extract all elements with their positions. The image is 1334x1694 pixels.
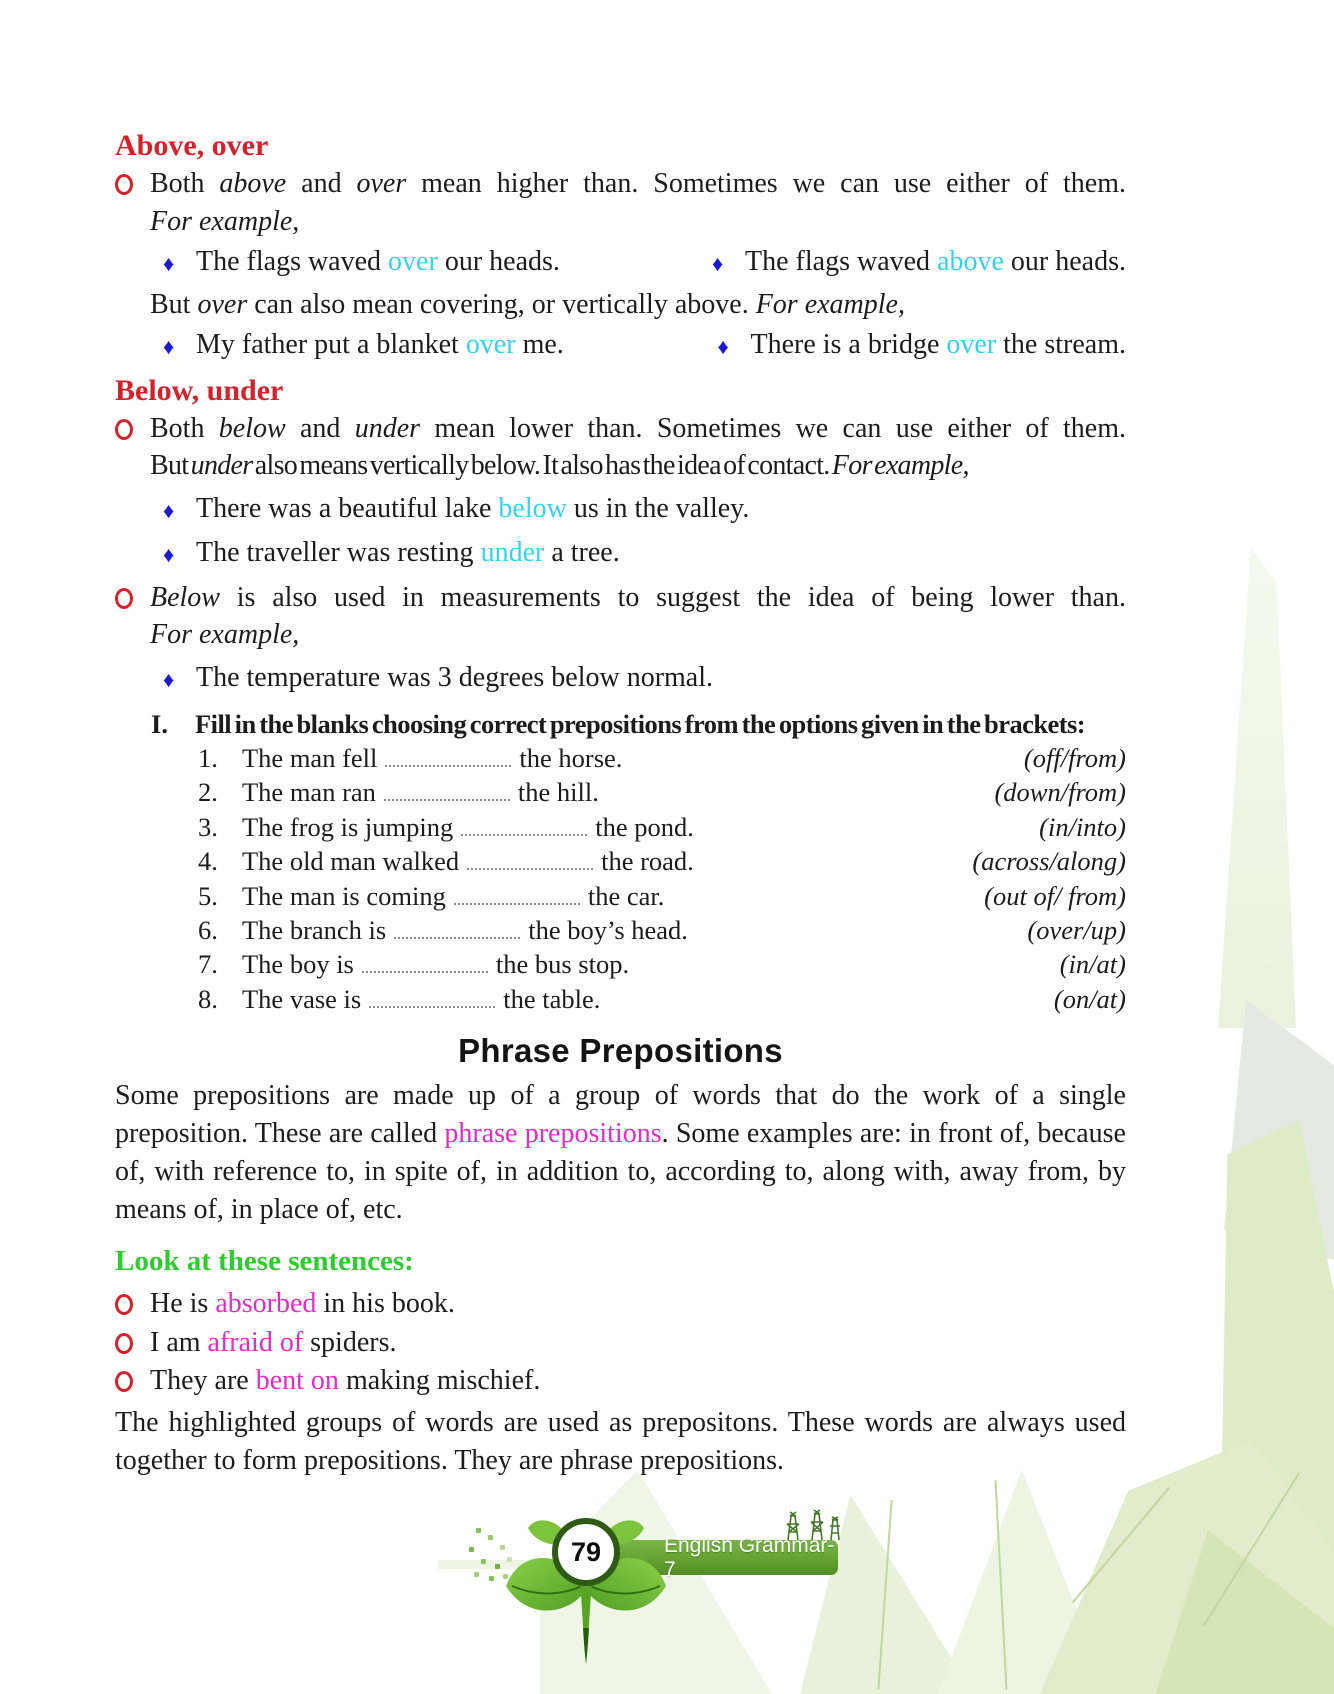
highlighted-word: over <box>946 329 997 360</box>
circle-bullet-icon <box>115 1285 150 1323</box>
sentence-start: The vase is <box>242 983 362 1014</box>
text-segment: I am <box>150 1326 208 1358</box>
text-segment: . Some examples are: in front of, because of, with reference to, in spite of, in addition to, according to, along with, away from, by means of, in place of, etc. <box>115 1118 1126 1226</box>
sentence-start: The man fell <box>242 743 378 773</box>
circle-bullet-icon <box>115 165 150 240</box>
text-segment: under <box>190 450 253 481</box>
example-item <box>163 490 1126 530</box>
body-line <box>150 616 1126 654</box>
body-line <box>150 286 1126 324</box>
example-item <box>163 659 1126 699</box>
sentence-end: the pond. <box>595 811 694 842</box>
answer-blank <box>384 796 510 801</box>
item-number: 5. <box>198 880 218 911</box>
example-item <box>163 243 712 283</box>
text-segment: and <box>285 412 355 444</box>
text-segment: For example, <box>831 450 969 481</box>
text-segment: mean lower than. Sometimes we can use either of them. <box>420 412 1126 444</box>
exercise-instruction: Fill in the blanks choosing correct prepositions from the options given in the brackets: <box>195 709 1086 739</box>
item-options: (off/from) <box>1023 743 1126 773</box>
answer-blank <box>362 968 488 973</box>
sentence-end: the bus stop. <box>495 949 630 980</box>
highlighted-word: afraid of <box>207 1326 304 1358</box>
sentence-line <box>150 1362 1126 1400</box>
text-segment: For example, <box>150 205 300 237</box>
item-number: 1. <box>198 743 218 773</box>
example-item <box>163 326 717 366</box>
text-segment: Below <box>150 581 220 613</box>
item-sentence <box>242 741 622 775</box>
exercise-item <box>198 947 1126 981</box>
circle-bullet-icon <box>115 1324 150 1362</box>
leaf-watermark <box>1218 548 1296 1028</box>
highlighted-word: above <box>937 246 1004 277</box>
text-segment: mean higher than. Sometimes we can use either of them. <box>406 168 1126 199</box>
bullet-point <box>115 1285 1126 1323</box>
exercise-item <box>198 982 1126 1016</box>
item-options: (on/at) <box>1053 983 1126 1014</box>
text-segment: They are <box>150 1365 256 1397</box>
text-segment: The flags waved <box>196 246 389 277</box>
highlighted-word: over <box>465 329 516 360</box>
text-segment: also means vertically below. It also has the idea of contact. <box>252 450 832 481</box>
text-segment: can also mean covering, or vertically above. <box>247 288 756 320</box>
example-sentence <box>750 326 1126 366</box>
sentence-start: The frog is jumping <box>242 811 454 842</box>
section-heading-below-under: Below, under <box>115 373 284 407</box>
sentence-start: The branch is <box>242 915 387 946</box>
text-segment: spiders. <box>303 1326 397 1358</box>
sentence-end: the boy’s head. <box>528 915 688 946</box>
text-segment: The highlighted groups of words are used as prepositons. These words are always used together to form prepositions. They are phrase prepositions. <box>115 1406 1126 1476</box>
look-at-sentences-heading: Look at these sentences: <box>115 1245 414 1278</box>
item-sentence <box>242 844 694 878</box>
item-number: 2. <box>198 777 218 808</box>
text-segment: in his book. <box>316 1288 455 1320</box>
text-segment: a tree. <box>544 537 620 568</box>
answer-blank <box>461 831 587 836</box>
bullet-point <box>115 579 1126 654</box>
example-item <box>717 326 1126 366</box>
item-sentence <box>242 775 599 809</box>
sentence-end: the hill. <box>517 777 599 808</box>
text-segment: making mischief. <box>338 1365 541 1397</box>
text-segment: For example, <box>150 619 300 650</box>
section-heading-above-over: Above, over <box>115 129 269 162</box>
example-row <box>163 326 1126 366</box>
sentence-start: The man is coming <box>242 880 446 911</box>
diamond-bullet-icon: ♦ <box>163 666 175 692</box>
text-segment: The traveller was resting <box>196 537 481 568</box>
sentence-end: the road. <box>601 846 694 877</box>
example-sentence <box>745 243 1126 283</box>
text-segment: the stream. <box>996 329 1126 360</box>
closing-paragraph <box>115 1404 1126 1480</box>
power-towers-icon <box>778 1506 842 1542</box>
answer-blank <box>385 762 511 767</box>
text-segment: us in the valley. <box>566 492 750 524</box>
highlighted-word: over <box>388 246 438 277</box>
circle-bullet-icon <box>115 410 150 485</box>
page-number: 79 <box>570 1536 602 1567</box>
text-segment: below <box>218 412 286 444</box>
text-segment: He is <box>150 1288 216 1320</box>
diamond-bullet-icon: ♦ <box>717 334 729 359</box>
answer-blank <box>369 1003 495 1008</box>
item-sentence <box>242 982 600 1016</box>
series-title: English Grammar-7 <box>664 1533 835 1581</box>
highlighted-word: absorbed <box>215 1288 317 1320</box>
bullet-point <box>115 410 1126 485</box>
item-number: 4. <box>198 846 218 877</box>
sentence-end: the table. <box>503 983 601 1014</box>
text-segment: There is a bridge <box>750 329 947 360</box>
body-line <box>150 203 1126 241</box>
page-content <box>115 128 1126 1480</box>
item-options: (out of/ from) <box>984 880 1126 911</box>
exercise-item <box>198 913 1126 947</box>
exercise-block <box>151 707 1126 1016</box>
highlighted-word: under <box>480 537 545 568</box>
highlighted-word: phrase prepositions <box>444 1118 662 1150</box>
body-line <box>150 165 1126 203</box>
sentence-start: The man ran <box>242 777 376 808</box>
exercise-title <box>151 707 1126 741</box>
exercise-items <box>151 741 1126 1016</box>
sentence-line <box>150 1285 1126 1323</box>
example-sentence <box>196 490 749 530</box>
body-line <box>150 447 1126 485</box>
example-item <box>712 243 1126 283</box>
item-number: 8. <box>198 983 218 1014</box>
exercise-item <box>198 810 1126 844</box>
example-row <box>163 243 1126 283</box>
sentence-end: the horse. <box>519 743 623 773</box>
bullet-point <box>115 1324 1126 1362</box>
diamond-bullet-icon: ♦ <box>163 542 175 567</box>
phrase-paragraph <box>115 1077 1126 1229</box>
text-segment: me. <box>515 329 564 360</box>
item-options: (over/up) <box>1027 915 1126 946</box>
item-sentence <box>242 913 688 947</box>
highlighted-word: below <box>498 492 567 524</box>
diamond-bullet-icon: ♦ <box>712 251 724 276</box>
body-line <box>150 579 1126 617</box>
diamond-bullet-icon: ♦ <box>163 334 175 359</box>
text-segment: For example, <box>755 288 905 320</box>
exercise-item <box>198 741 1126 775</box>
item-number: 3. <box>198 811 218 842</box>
body-line <box>150 410 1126 448</box>
sentence-line <box>150 1324 1126 1362</box>
exercise-roman-numeral: I. <box>151 709 168 739</box>
item-sentence <box>242 810 694 844</box>
circle-bullet-icon <box>115 1362 150 1400</box>
example-sentence <box>196 659 713 699</box>
sentence-start: The boy is <box>242 949 354 980</box>
text-segment: The flags waved <box>745 246 938 277</box>
text-segment: and <box>286 168 357 199</box>
text-segment: There was a beautiful lake <box>196 492 499 524</box>
answer-blank <box>467 865 593 870</box>
example-sentence <box>196 326 564 366</box>
answer-blank <box>394 934 520 939</box>
bullet-point <box>115 165 1126 240</box>
confetti-dots-decoration <box>476 1528 481 1533</box>
text-segment: is also used in measurements to suggest the idea of being lower than. <box>220 581 1126 613</box>
section-heading-phrase-prepositions: Phrase Prepositions <box>458 1032 783 1070</box>
answer-blank <box>454 900 580 905</box>
text-segment: Some prepositions are made up of a group of words that do the work of a single preposition. These are called <box>115 1080 1126 1150</box>
page-number-badge <box>552 1518 620 1586</box>
sentence-end: the car. <box>587 880 665 911</box>
exercise-item <box>198 844 1126 878</box>
item-sentence <box>242 947 629 981</box>
text-segment: But <box>150 450 191 481</box>
text-segment: But <box>150 288 198 320</box>
diamond-bullet-icon: ♦ <box>163 497 175 523</box>
diamond-bullet-icon: ♦ <box>163 251 175 276</box>
example-sentence <box>196 534 620 574</box>
item-options: (across/along) <box>972 846 1126 877</box>
text-segment: Both <box>150 412 219 444</box>
circle-bullet-icon <box>115 579 150 654</box>
item-options: (in/at) <box>1059 949 1126 980</box>
exercise-item <box>198 775 1126 809</box>
text-segment: our heads. <box>1003 246 1126 277</box>
text-segment: The temperature was 3 degrees below normal. <box>196 661 714 693</box>
sentence-start: The old man walked <box>242 846 460 877</box>
exercise-item <box>198 879 1126 913</box>
text-segment: under <box>354 412 421 444</box>
item-options: (in/into) <box>1039 811 1126 842</box>
bullet-point <box>115 1362 1126 1400</box>
item-number: 7. <box>198 949 218 980</box>
highlighted-word: bent on <box>255 1365 339 1397</box>
example-sentence <box>196 243 560 283</box>
item-sentence <box>242 879 664 913</box>
item-options: (down/from) <box>994 777 1126 808</box>
text-segment: above <box>219 168 287 199</box>
example-item <box>163 534 1126 574</box>
text-segment: over <box>356 168 407 199</box>
text-segment: our heads. <box>437 246 560 277</box>
text-segment: over <box>197 288 248 320</box>
item-number: 6. <box>198 915 218 946</box>
text-segment: Both <box>150 168 220 199</box>
text-segment: My father put a blanket <box>196 329 466 360</box>
